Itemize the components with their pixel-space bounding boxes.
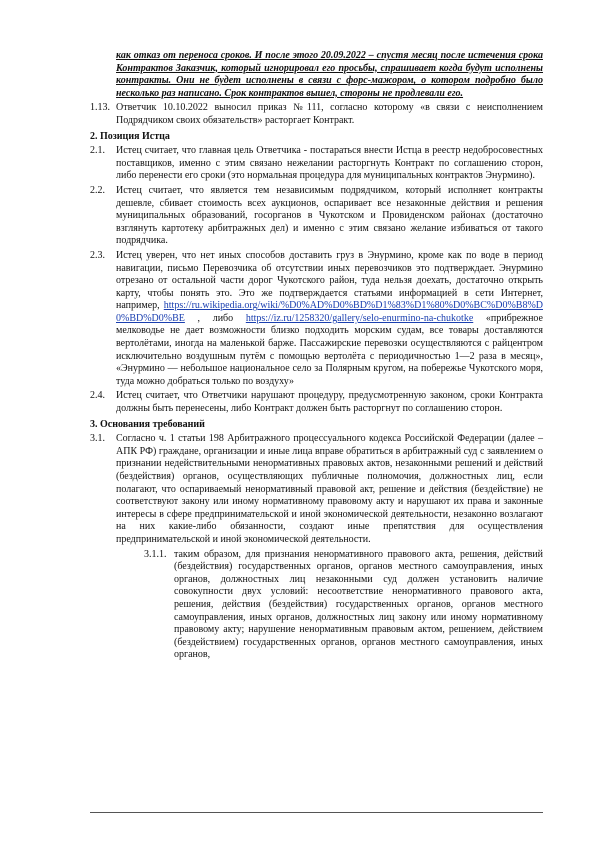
clause-text: Истец считает, что Ответчики нарушают процедуру, предусмотренную законом, сроки Контракта должны быть перенесены, либо Контракт должен быть расторгнут по соглашению сторон. <box>116 390 543 415</box>
clause-number: 2.4. <box>90 390 105 402</box>
clause-text: Истец считает, что главная цель Ответчика - постараться внести Истца в реестр недобросовестных поставщиков, именно с этим связано нежелании расторгнуть Контракт по соглашению сторон, либо перенести его сроки (это нормальная процедура для муниципальных контрактов Энурмино). <box>116 145 543 182</box>
section-3-heading: 3. Основания требований <box>90 418 205 430</box>
clause-3-1-1 <box>144 549 543 662</box>
clause-2-1 <box>90 145 543 183</box>
section-2-heading: 2. Позиция Истца <box>90 130 170 142</box>
intro-paragraph: как отказ от переноса сроков. И после этого 20.09.2022 – спустя месяц после истечения срока Контрактов Заказчик, который игнорировал его просьбы, спрашивает когда будут исполнены контракты. Они не будет исполнены в связи с форс-мажором, о котором подробно было несколько раз написано. Срок контрактов вышел, стороны не продлевали его. <box>116 50 543 99</box>
clause-number: 1.13. <box>90 102 110 114</box>
clause-quote: «прибрежное мелководье не дает возможности близко подходить морским судам, все товары доставляются вертолётами, иногда на маленькой барже. Пассажирские перевозки осуществляются с райцентром исключительно воздушным путём с помощью вертолёта с периодичностью 1—2 раза в месяц», «Энурмино — небольшое национальное село за Полярным кругом, на побережье Чукотского моря, туда можно добраться только по воздуху» <box>116 312 543 387</box>
clause-1-13 <box>90 102 543 127</box>
clause-text: Истец уверен, что нет иных способов доставить груз в Энурмино, кроме как по воде в период навигации, письмо Перевозчика об отсутствии иных перевозчиков это подтверждает. Энурмино отрезано от остальной части дорог Чукотского район, туда нельзя доехать, достаточно открыть карту, чтобы понять это. Это же подтверждается статьями информацией в сети Интернет, например, <box>116 249 543 312</box>
clause-number: 3.1. <box>90 433 105 445</box>
clause-2-4 <box>90 390 543 415</box>
link-separator: , либо <box>184 312 246 324</box>
clause-2-2 <box>90 185 543 248</box>
clause-text: Истец считает, что является тем независимым подрядчиком, который исполняет контракты дешевле, сбивает стоимость всех аукционов, оспаривает все незаконные действия и решения муниципальных образований, госорганов в Чукотском и Провиденском районах (достаточно взглянуть картотеку арбитражных дел) и именно с этим связано желание избиваться от такого подрядчика. <box>116 184 543 247</box>
wikipedia-link[interactable]: https://ru.wikipedia.org/wiki/%D0%AD%D0%BD%D1%83%D1%80%D0%BC%D0%B8%D0%BD%D0%BE <box>116 300 543 324</box>
clause-2-3 <box>90 250 543 389</box>
clause-number: 2.1. <box>90 145 105 157</box>
clause-3-1 <box>90 433 543 546</box>
clause-number: 3.1.1. <box>144 548 167 560</box>
clause-text: Согласно ч. 1 статьи 198 Арбитражного процессуального кодекса Российской Федерации (далее – АПК РФ) граждане, организации и иные лица вправе обратиться в арбитражный суд с заявлением о признании недействительными ненормативных правовых актов, незаконными решений и действий (бездействия) органов, осуществляющих публичные полномочия, должностных лиц, если полагают, что оспариваемый ненормативный правовой акт, решение и действия (бездействие) не соответствуют закону или иному нормативному правовому акту и нарушают их права и законные интересы в сфере предпринимательской и иной экономической деятельности, незаконно возлагают на них какие-либо обязанности, создают иные препятствия для осуществления предпринимательской и иной экономической деятельности. <box>116 433 543 545</box>
footer-divider <box>90 812 543 813</box>
iz-ru-link[interactable]: https://iz.ru/1258320/gallery/selo-enurmino-na-chukotke <box>245 312 474 324</box>
clause-number: 2.2. <box>90 184 105 196</box>
clause-text: Ответчик 10.10.2022 выносил приказ №111, согласно которому «в связи с неисполнением Подрядчиком своих обязательств» расторгает Контракт. <box>116 102 543 126</box>
clause-number: 2.3. <box>90 249 105 261</box>
clause-text: таким образом, для признания ненормативного правового акта, решения, действий (бездействия) государственных органов, органов местного самоуправления, иных органов, должностных лиц незаконными суд должен установить наличие совокупности двух условий: несоответствие ненормативного правового акта, решения, действия (бездействия) государственных органов, органов местного самоуправления, иных органов, должностных лиц закону или иному нормативному правовому акту; нарушение ненормативным правовым актом, решением, действием (бездействием) государственных органов, органов местного самоуправления, иных органов, <box>174 548 543 661</box>
